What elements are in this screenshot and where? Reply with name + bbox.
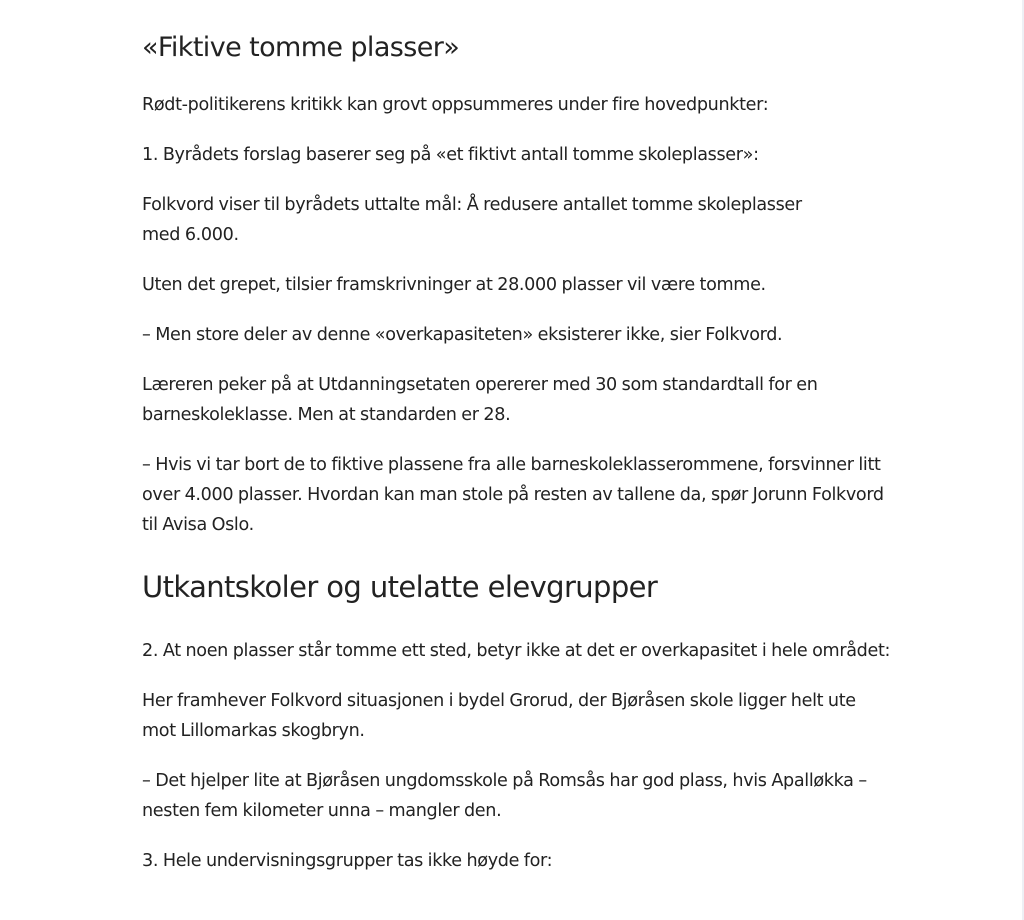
paragraph: Her framhever Folkvord situasjonen i bydel Grorud, der Bjøråsen skole ligger helt ute mot Lillomarkas skogbryn. xyxy=(142,691,856,741)
section-heading: «Fiktive tomme plasser» xyxy=(142,32,460,63)
section-heading: Utkantskoler og utelatte elevgrupper xyxy=(142,570,658,604)
paragraph: Uten det grepet, tilsier framskrivninger at 28.000 plasser vil være tomme. xyxy=(142,275,766,295)
paragraph: 1. Byrådets forslag baserer seg på «et fiktivt antall tomme skoleplasser»: xyxy=(142,145,759,165)
article-body xyxy=(142,0,892,896)
section-utkantskoler xyxy=(142,568,892,876)
paragraph: 2. At noen plasser står tomme ett sted, betyr ikke at det er overkapasitet i hele området: xyxy=(142,641,891,661)
section-fiktive-tomme-plasser xyxy=(142,0,892,540)
paragraph: 3. Hele undervisningsgrupper tas ikke høyde for: xyxy=(142,851,553,871)
paragraph: – Det hjelper lite at Bjøråsen ungdomsskole på Romsås har god plass, hvis Apalløkka – nesten fem kilometer unna – mangler den. xyxy=(142,771,867,821)
paragraph: Folkvord viser til byrådets uttalte mål: Å redusere antallet tomme skoleplasser med 6.000. xyxy=(142,195,802,245)
paragraph: Rødt-politikerens kritikk kan grovt oppsummeres under fire hovedpunkter: xyxy=(142,95,769,115)
paragraph: Læreren peker på at Utdanningsetaten opererer med 30 som standardtall for en barneskoleklasse. Men at standarden er 28. xyxy=(142,375,818,425)
paragraph: – Hvis vi tar bort de to fiktive plassene fra alle barneskoleklasserommene, forsvinner litt over 4.000 plasser. Hvordan kan man stole på resten av tallene da, spør Jorunn Folkvord til Avisa Oslo. xyxy=(142,455,884,535)
paragraph: – Men store deler av denne «overkapasiteten» eksisterer ikke, sier Folkvord. xyxy=(142,325,783,345)
